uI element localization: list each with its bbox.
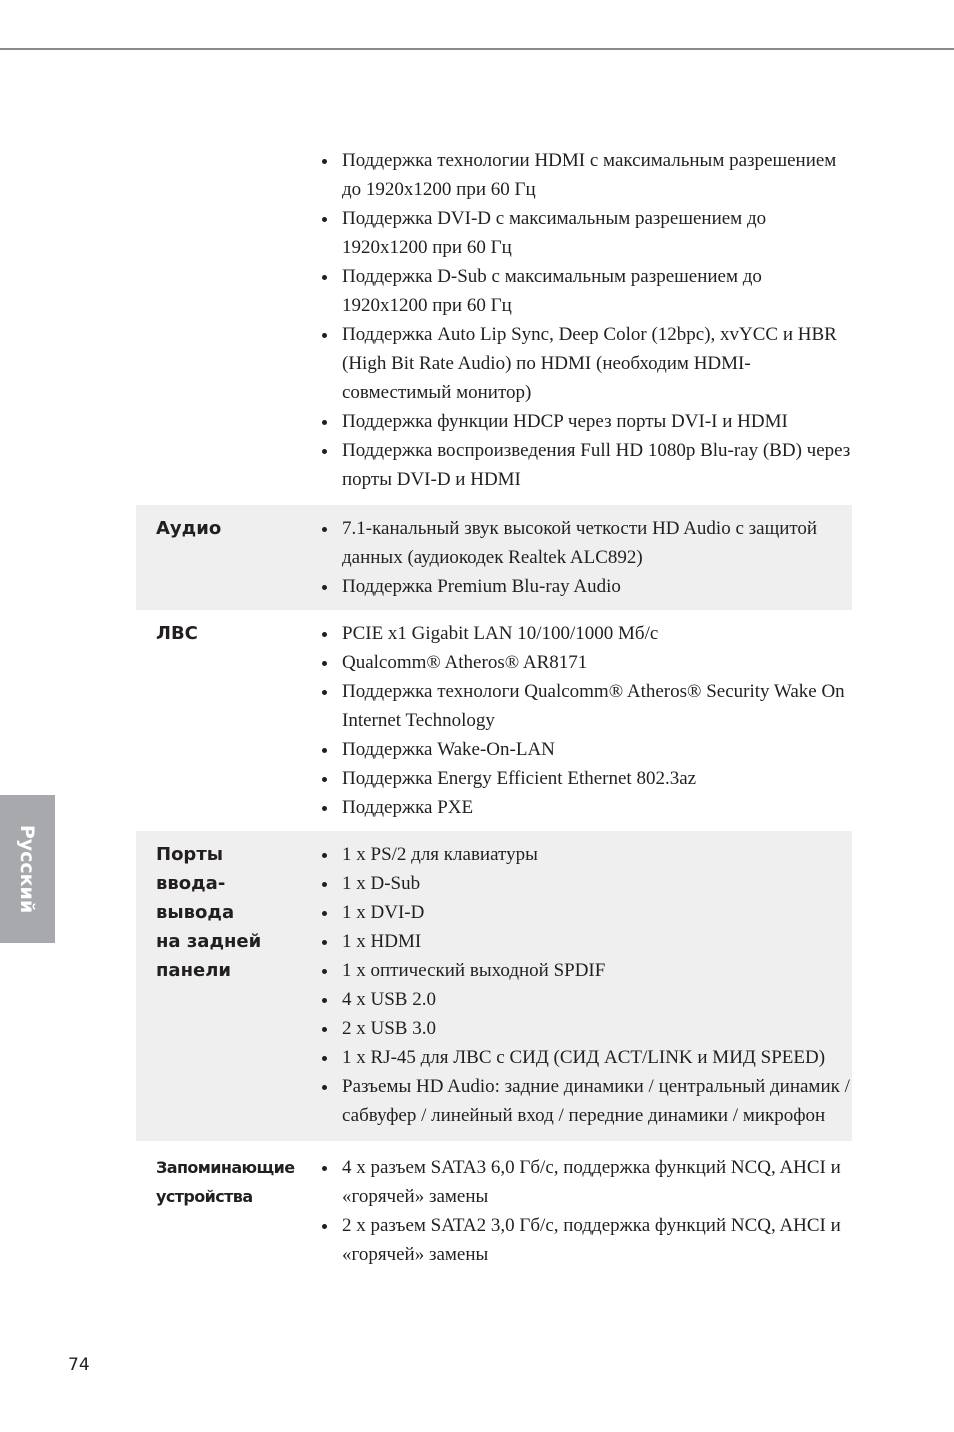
list-item: Поддержка воспроизведения Full HD 1080p Blu-ray (BD) через порты DVI-D и HDMI [322,436,852,494]
feature-list [322,146,852,494]
row-label-line: Запоминающие [156,1158,295,1177]
list-item: Поддержка D-Sub с максимальным разрешением до 1920x1200 при 60 Гц [322,262,852,320]
list-item: Qualcomm® Atheros® AR8171 [322,648,852,677]
row-label [136,619,322,822]
page-number: 74 [68,1355,90,1375]
feature-list [322,514,852,601]
spec-row-lan [136,610,852,831]
list-item: Поддержка Premium Blu-ray Audio [322,572,852,601]
feature-list [322,619,852,822]
list-item: Поддержка Auto Lip Sync, Deep Color (12bpc), xvYCC и HBR (High Bit Rate Audio) по HDMI (необходим HDMI-совместимый монитор) [322,320,852,407]
row-label [136,840,322,1130]
row-label-line: Аудио [156,518,222,539]
list-item: Поддержка Wake-On-LAN [322,735,852,764]
row-label [136,146,322,494]
feature-list [322,840,852,1130]
row-label-line: ЛВС [156,623,198,644]
list-item: 4 x USB 2.0 [322,985,852,1014]
spec-row-audio [136,505,852,610]
row-label-line: Порты [156,844,224,865]
list-item: Поддержка функции HDCP через порты DVI-I и HDMI [322,407,852,436]
language-side-tab [0,795,55,943]
spec-row-rear-panel-io [136,831,852,1141]
list-item: 1 x оптический выходной SPDIF [322,956,852,985]
spec-table [136,146,852,1281]
list-item: 2 x разъем SATA2 3,0 Гб/с, поддержка функций NCQ, AHCI и «горячей» замены [322,1211,852,1269]
list-item: 1 x DVI-D [322,898,852,927]
row-label-line: устройства [156,1187,253,1206]
list-item: Поддержка Energy Efficient Ethernet 802.3az [322,764,852,793]
list-item: Поддержка технологи Qualcomm® Atheros® Security Wake On Internet Technology [322,677,852,735]
list-item: Разъемы HD Audio: задние динамики / центральный динамик / сабвуфер / линейный вход / передние динамики / микрофон [322,1072,852,1130]
list-item: 1 x RJ-45 для ЛВС с СИД (СИД ACT/LINK и МИД SPEED) [322,1043,852,1072]
row-label-line: на задней [156,931,262,952]
list-item: 7.1-канальный звук высокой четкости HD Audio с защитой данных (аудиокодек Realtek ALC892) [322,514,852,572]
list-item: 4 x разъем SATA3 6,0 Гб/с, поддержка функций NCQ, AHCI и «горячей» замены [322,1153,852,1211]
row-label-line: ввода- [156,873,226,894]
list-item: 2 x USB 3.0 [322,1014,852,1043]
list-item: Поддержка DVI-D с максимальным разрешением до 1920x1200 при 60 Гц [322,204,852,262]
spec-row-storage [136,1141,852,1281]
row-label-line: вывода [156,902,235,923]
list-item: PCIE x1 Gigabit LAN 10/100/1000 Мб/с [322,619,852,648]
list-item: 1 x D-Sub [322,869,852,898]
row-label-line: панели [156,960,232,981]
list-item: Поддержка технологии HDMI с максимальным разрешением до 1920x1200 при 60 Гц [322,146,852,204]
row-label [136,1153,322,1269]
list-item: 1 x PS/2 для клавиатуры [322,840,852,869]
list-item: Поддержка PXE [322,793,852,822]
header-rule [0,48,954,50]
list-item: 1 x HDMI [322,927,852,956]
spec-row-video [136,146,852,505]
language-side-tab-label: Русский [16,824,38,914]
feature-list [322,1153,852,1269]
row-label [136,514,322,601]
